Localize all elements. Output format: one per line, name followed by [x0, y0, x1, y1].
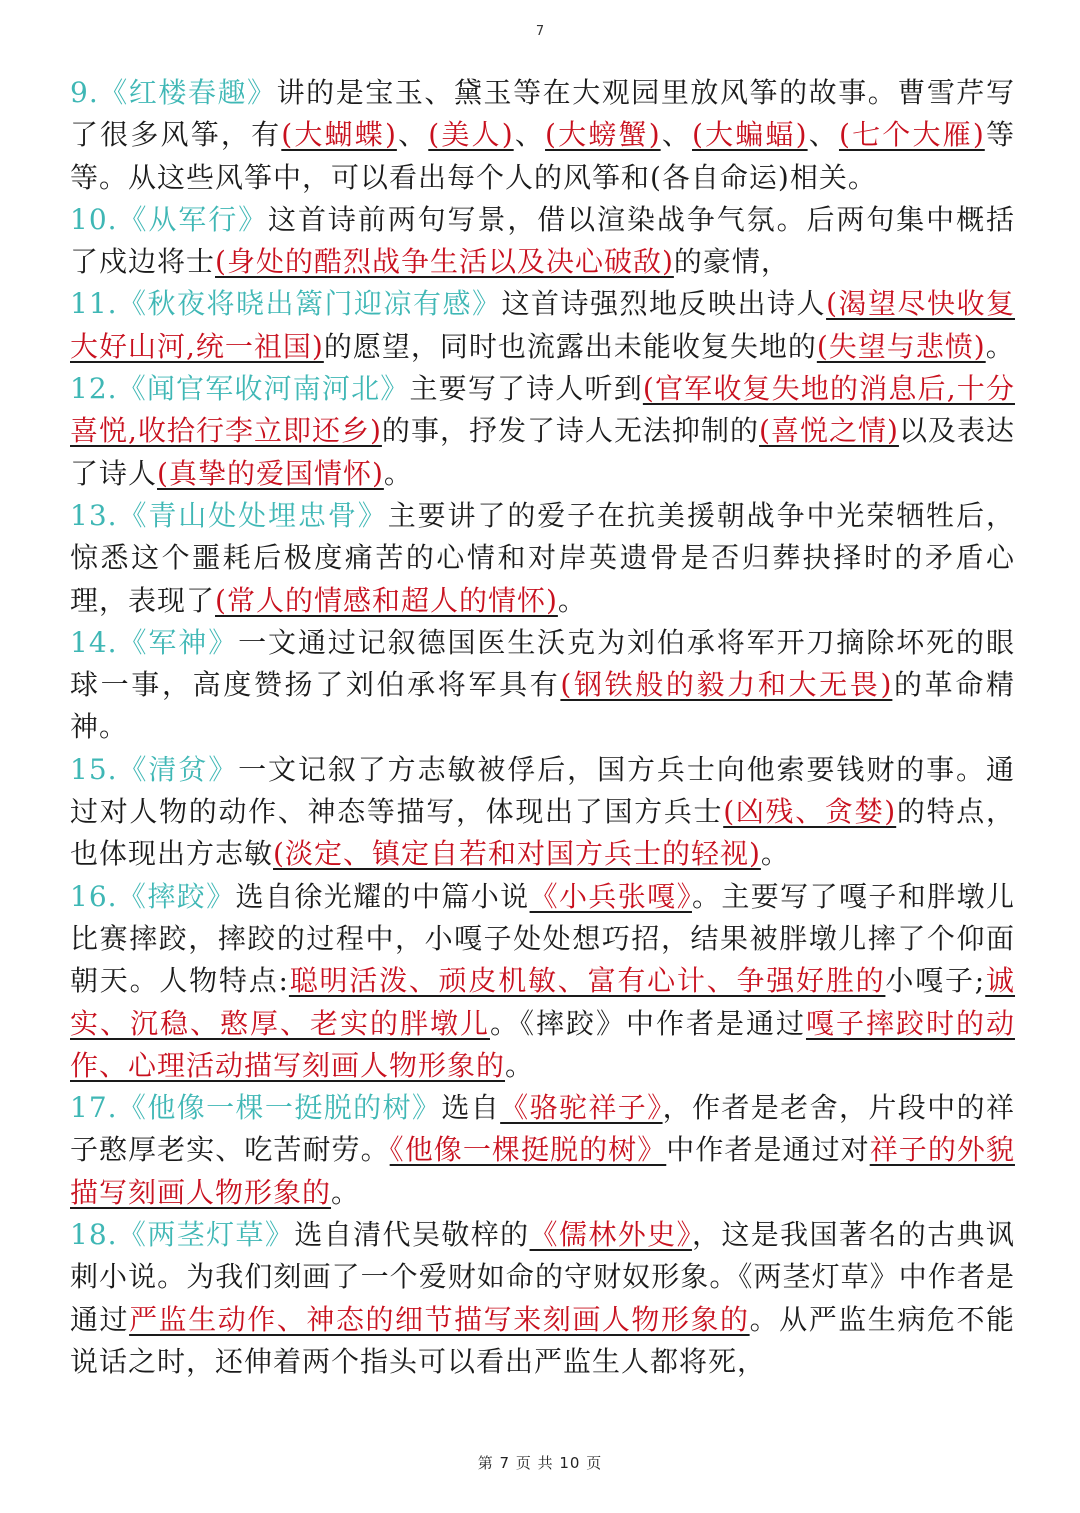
- item-text: 。: [383, 456, 413, 490]
- answer-text: (淡定、镇定自若和对国方兵士的轻视): [273, 837, 761, 871]
- item-text: 的特点，也体现出方志敏: [70, 795, 1015, 871]
- item-text: 主要讲了的爱子在抗美援朝战争中光荣牺牲后，惊悉这个噩耗后极度痛苦的心情和对岸英遗骨是否归葬抉择时的矛盾心理，表现了: [70, 498, 1015, 617]
- item-text: 、: [396, 118, 429, 152]
- item-text: 。: [505, 1048, 535, 1082]
- item-text: 一文通过记叙德国医生沃克为刘伯承将军开刀摘除坏死的眼球一事，高度赞扬了刘伯承将军具有: [70, 625, 1015, 702]
- item-text: 。: [557, 583, 587, 617]
- item-15: [70, 749, 1015, 876]
- item-number: 10.: [70, 202, 118, 236]
- answer-text: (凶残、贪婪): [723, 795, 897, 829]
- item-17: [70, 1087, 1015, 1214]
- item-title: 《青山处处埋忠骨》: [117, 498, 388, 532]
- answer-text: 《骆驼祥子》: [500, 1091, 663, 1125]
- item-text: 。: [331, 1175, 361, 1209]
- item-number: 14.: [70, 625, 118, 659]
- item-text: 。: [760, 837, 790, 871]
- answer-text: (身处的酷烈战争生活以及决心破敌): [215, 245, 674, 279]
- item-text: 选自: [441, 1091, 501, 1125]
- item-text: 、: [513, 118, 546, 152]
- answer-text: (钢铁般的毅力和大无畏): [560, 668, 893, 702]
- answer-text: 《他像一棵挺脱的树》: [389, 1133, 667, 1167]
- item-text: 。从严监生病危不能说话之时，还伸着两个指头可以看出严监生人都将死，: [70, 1302, 1015, 1378]
- item-text: 。: [985, 329, 1015, 363]
- item-text: 等等。从这些风筝中，可以看出每个人的风筝和(各自命运)相关。: [70, 118, 1015, 194]
- item-10: [70, 199, 1015, 284]
- item-text: 这首诗前两句写景，借以渲染战争气氛。后两句集中概括了戍边将士: [70, 202, 1015, 279]
- answer-text: (喜悦之情): [759, 414, 899, 448]
- answer-text: (渴望尽快收复大好山河,统一祖国): [70, 287, 1015, 363]
- answer-text: (美人): [428, 118, 514, 152]
- item-number: 9.: [70, 76, 99, 109]
- item-title: 《两茎灯草》: [117, 1218, 295, 1252]
- answer-text: (大螃蟹): [545, 118, 661, 152]
- item-text: 、: [660, 118, 693, 152]
- item-number: 13.: [70, 498, 118, 532]
- item-title: 《他像一棵一挺脱的树》: [117, 1091, 442, 1125]
- answer-text: 祥子的外貌描写刻画人物形象的: [70, 1133, 1015, 1209]
- item-9: [70, 72, 1015, 199]
- item-number: 11.: [70, 287, 118, 321]
- item-text: ，这是我国著名的古典讽刺小说。为我们刻画了一个爱财如命的守财奴形象。《两茎灯草》中作者是通过: [70, 1218, 1015, 1336]
- page-footer: 第 7 页 共 10 页: [477, 1454, 603, 1472]
- item-number: 16.: [70, 879, 118, 913]
- item-12: [70, 368, 1015, 495]
- answer-text: 聪明活泼、顽皮机敏、富有心计、争强好胜的: [288, 964, 886, 998]
- answer-text: (常人的情感和超人的情怀): [215, 583, 558, 617]
- item-title: 《秋夜将晓出篱门迎凉有感》: [117, 287, 502, 321]
- page-number-top: 7: [535, 24, 545, 39]
- answer-text: 《儒林外史》: [529, 1218, 692, 1252]
- answer-text: 嘎子摔跤时的动作、心理活动描写刻画人物形象的: [70, 1006, 1015, 1082]
- item-number: 12.: [70, 372, 118, 406]
- item-title: 《从军行》: [117, 202, 269, 236]
- item-text: 选自清代吴敬梓的: [294, 1218, 530, 1252]
- document-body: [70, 72, 1015, 1383]
- item-18: [70, 1214, 1015, 1383]
- item-number: 15.: [70, 752, 118, 786]
- answer-text: 《小兵张嘎》: [529, 879, 692, 913]
- answer-text: (大蝴蝶): [281, 118, 397, 152]
- item-text: 选自徐光耀的中篇小说: [235, 879, 530, 913]
- item-title: 《摔跤》: [117, 879, 236, 913]
- item-13: [70, 495, 1015, 622]
- item-text: 一文记叙了方志敏被俘后，国方兵士向他索要钱财的事。通过对人物的动作、神态等描写，体现出了国方兵士: [70, 752, 1015, 829]
- item-number: 17.: [70, 1091, 118, 1125]
- item-text: 的愿望，同时也流露出未能收复失地的: [323, 329, 817, 363]
- item-title: 《红楼春趣》: [98, 76, 277, 109]
- item-text: 中作者是通过对: [666, 1133, 870, 1167]
- answer-text: 严监生动作、神态的细节描写来刻画人物形象的: [129, 1302, 750, 1336]
- item-text: 以及表达了诗人: [70, 414, 1015, 490]
- item-title: 《清贫》: [117, 752, 239, 786]
- item-text: 这首诗强烈地反映出诗人: [501, 287, 827, 321]
- item-number: 18.: [70, 1218, 118, 1252]
- item-title: 《军神》: [117, 625, 239, 659]
- item-text: 主要写了诗人听到: [409, 372, 643, 406]
- item-14: [70, 622, 1015, 749]
- item-16: [70, 876, 1015, 1087]
- answer-text: (七个大雁): [838, 118, 985, 152]
- item-text: 。主要写了嘎子和胖墩儿比赛摔跤，摔跤的过程中，小嘎子处处想巧招，结果被胖墩儿摔了个仰面朝天。人物特点:: [70, 879, 1015, 998]
- answer-text: 诚实、沉稳、憨厚、老实的胖墩儿: [70, 964, 1016, 1040]
- item-text: 、: [807, 118, 839, 152]
- item-text: 的事，抒发了诗人无法抑制的: [381, 414, 760, 448]
- item-text: 的革命精神。: [70, 668, 1015, 744]
- item-text: ，作者是老舍，片段中的祥子憨厚老实、吃苦耐劳。: [70, 1091, 1015, 1167]
- answer-text: (大蝙蝠): [692, 118, 808, 152]
- answer-text: (失望与悲愤): [816, 329, 986, 363]
- item-text: 的豪情，: [673, 245, 790, 279]
- item-text: 讲的是宝玉、黛玉等在大观园里放风筝的故事。曹雪芹写了很多风筝，有: [70, 76, 1015, 152]
- item-text: 小嘎子;: [885, 964, 986, 998]
- answer-text: (官军收复失地的消息后,十分喜悦,收拾行李立即还乡): [70, 372, 1015, 448]
- item-11: [70, 283, 1015, 368]
- item-title: 《闻官军收河南河北》: [117, 372, 410, 406]
- answer-text: (真挚的爱国情怀): [157, 456, 384, 490]
- item-text: 。《摔跤》中作者是通过: [489, 1006, 806, 1040]
